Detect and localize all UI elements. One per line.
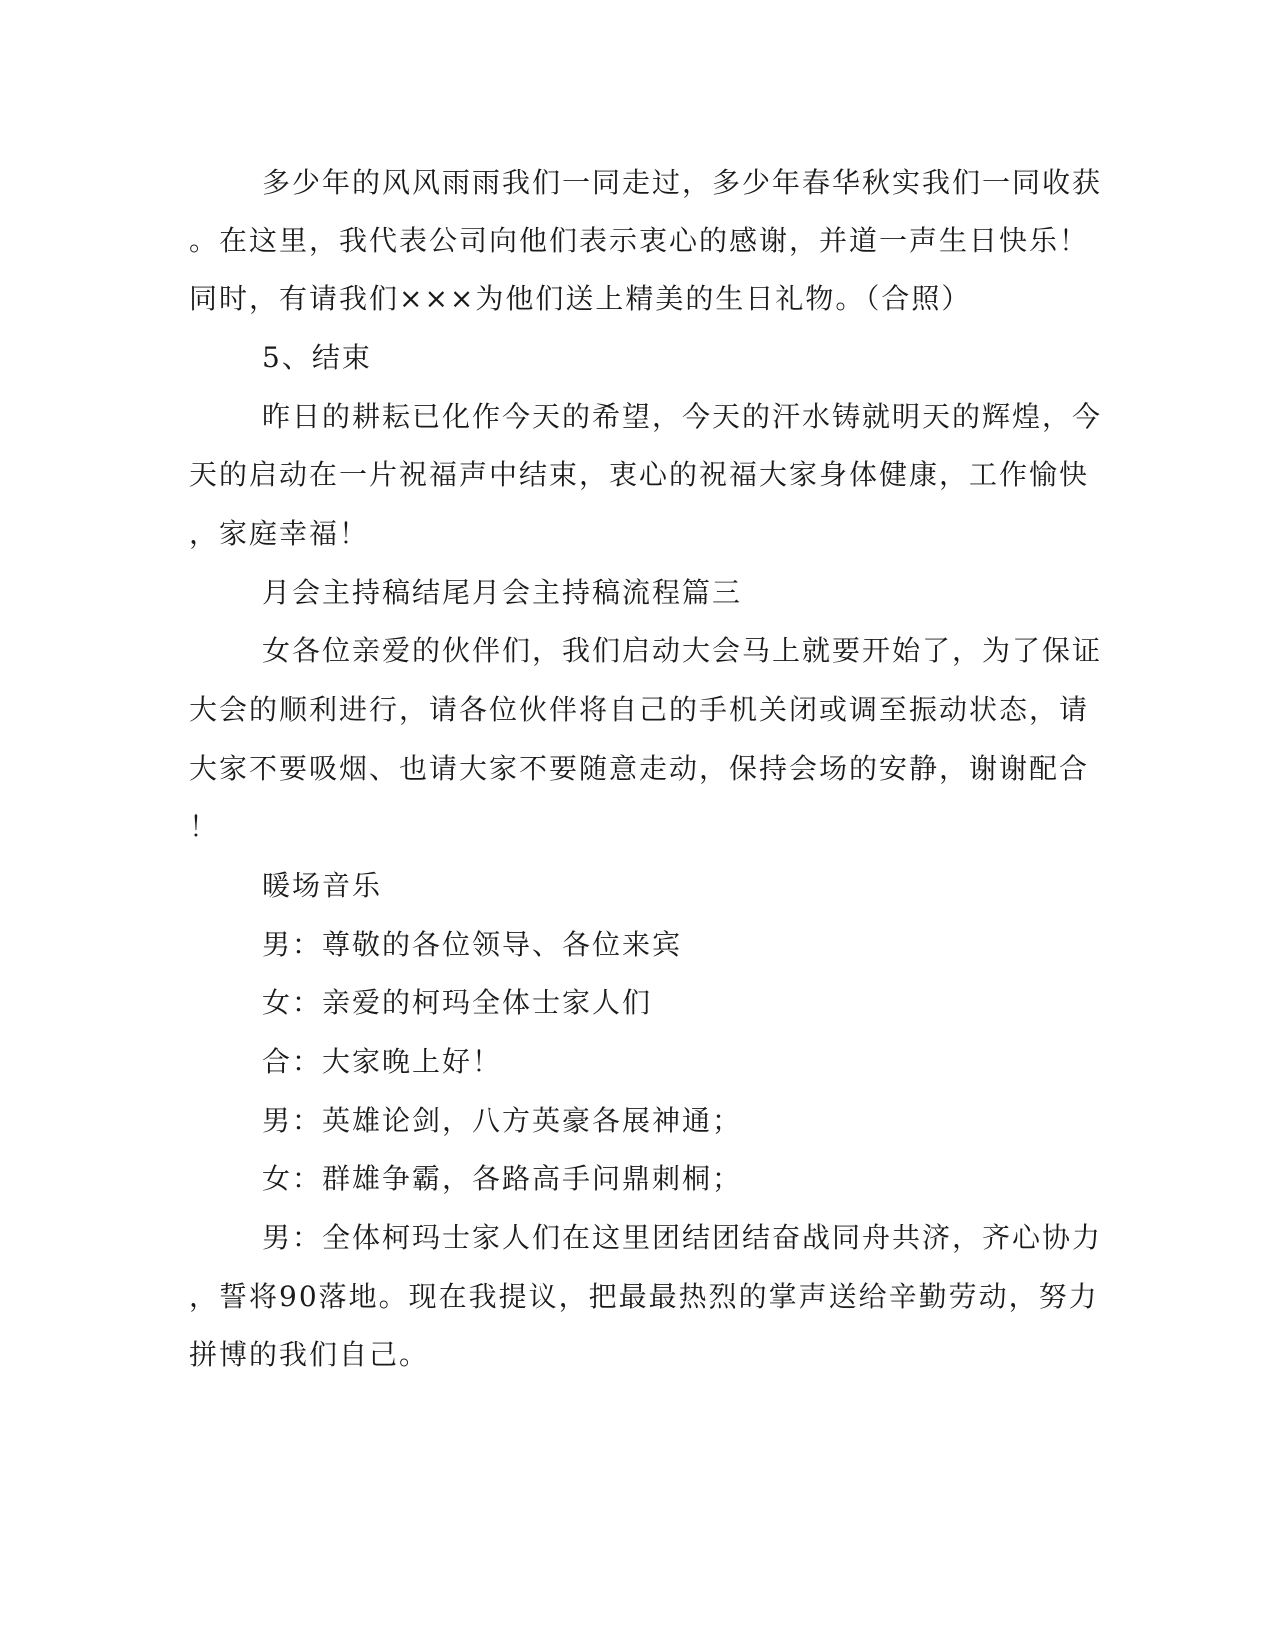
dialogue-line: 男：全体柯玛士家人们在这里团结团结奋战同舟共济，齐心协力	[262, 1221, 1103, 1254]
paragraph-line: 大会的顺利进行，请各位伙伴将自己的手机关闭或调至振动状态，请	[189, 693, 1090, 726]
paragraph-line: 女各位亲爱的伙伴们，我们启动大会马上就要开始了，为了保证	[262, 634, 1103, 667]
paragraph-line: 同时，有请我们×××为他们送上精美的生日礼物。（合照）	[189, 282, 972, 315]
section-heading: 5、结束	[262, 341, 372, 374]
paragraph-line: 暖场音乐	[262, 869, 383, 902]
section-heading: 月会主持稿结尾月会主持稿流程篇三	[262, 576, 743, 609]
paragraph-line: ！	[189, 810, 220, 843]
paragraph-line: 昨日的耕耘已化作今天的希望，今天的汗水铸就明天的辉煌，今	[262, 400, 1103, 433]
dialogue-line: 女：群雄争霸，各路高手问鼎刺桐；	[262, 1162, 743, 1195]
paragraph-line: 多少年的风风雨雨我们一同走过，多少年春华秋实我们一同收获	[262, 166, 1103, 199]
dialogue-line: 合：大家晚上好！	[262, 1045, 503, 1078]
paragraph-line: ，家庭幸福！	[189, 517, 370, 550]
dialogue-line: 女：亲爱的柯玛全体士家人们	[262, 986, 653, 1019]
dialogue-line: 男：英雄论剑，八方英豪各展神通；	[262, 1104, 743, 1137]
paragraph-line: 。在这里，我代表公司向他们表示衷心的感谢，并道一声生日快乐！	[189, 224, 1090, 257]
paragraph-line: 拼博的我们自己。	[189, 1338, 430, 1371]
paragraph-line: 大家不要吸烟、也请大家不要随意走动，保持会场的安静，谢谢配合	[189, 752, 1090, 785]
dialogue-line: 男：尊敬的各位领导、各位来宾	[262, 928, 683, 961]
paragraph-line: ，誓将90落地。现在我提议，把最最热烈的掌声送给辛勤劳动，努力	[189, 1280, 1099, 1313]
paragraph-line: 天的启动在一片祝福声中结束，衷心的祝福大家身体健康，工作愉快	[189, 458, 1090, 491]
